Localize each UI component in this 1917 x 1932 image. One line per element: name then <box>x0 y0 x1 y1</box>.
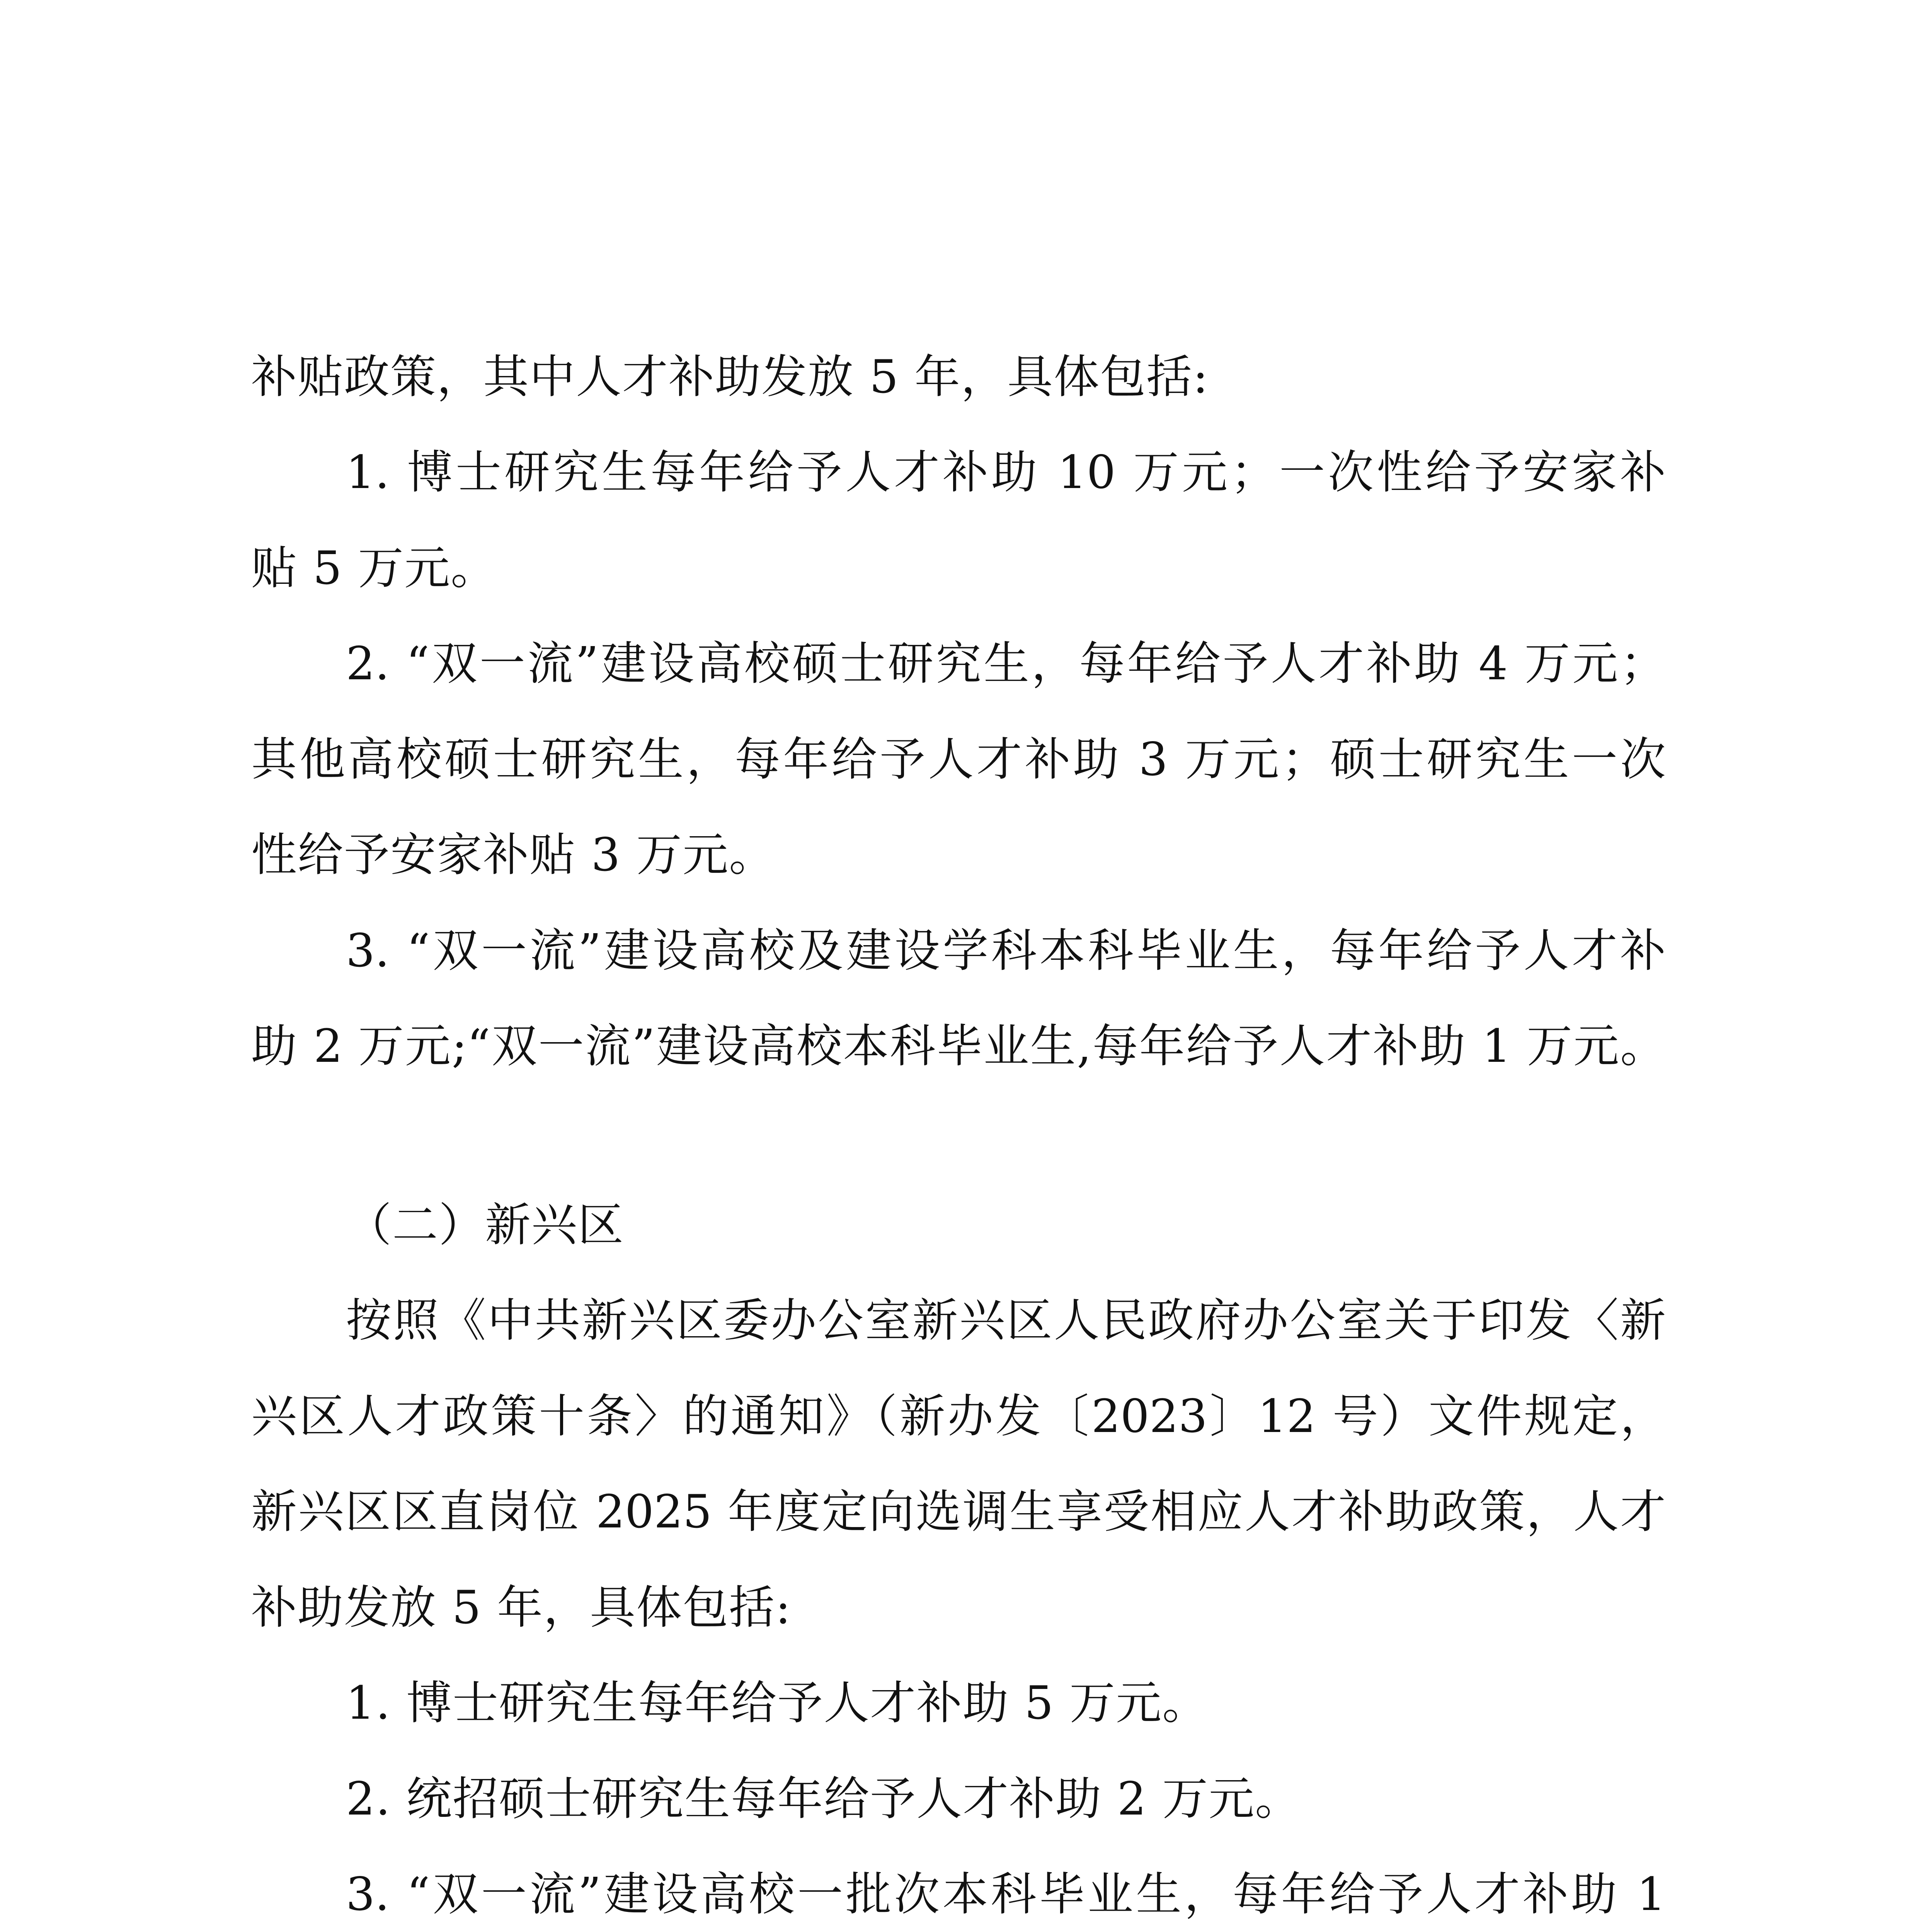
list-item-line: 1. 博士研究生每年给予人才补助 10 万元；一次性给予安家补 <box>346 446 1666 499</box>
section-heading: （二）新兴区 <box>346 1198 625 1252</box>
paragraph-line: 补助发放 5 年，具体包括: <box>251 1581 792 1634</box>
paragraph-line: 兴区人才政策十条〉的通知》（新办发〔2023〕12 号）文件规定， <box>251 1389 1666 1443</box>
paragraph-line: 按照《中共新兴区委办公室新兴区人民政府办公室关于印发〈新 <box>346 1294 1666 1347</box>
list-item-line: 3. “双一流”建设高校一批次本科毕业生，每年给予人才补助 1 <box>346 1867 1666 1921</box>
list-item-line: 贴 5 万元。 <box>251 541 497 595</box>
list-item-line: 其他高校硕士研究生，每年给予人才补助 3 万元；硕士研究生一次 <box>251 733 1666 786</box>
list-item-line: 2. “双一流”建设高校硕士研究生，每年给予人才补助 4 万元； <box>346 637 1666 690</box>
list-item-line: 助 2 万元;“双一流”建设高校本科毕业生,每年给予人才补助 1 万元。 <box>251 1019 1666 1073</box>
paragraph-line: 补贴政策，其中人才补助发放 5 年，具体包括: <box>251 350 1209 403</box>
list-item-line: 2. 统招硕士研究生每年给予人才补助 2 万元。 <box>346 1772 1302 1825</box>
paragraph-line: 新兴区区直岗位 2025 年度定向选调生享受相应人才补助政策，人才 <box>251 1485 1666 1538</box>
list-item-line: 1. 博士研究生每年给予人才补助 5 万元。 <box>346 1676 1209 1730</box>
list-item-line: 性给予安家补贴 3 万元。 <box>251 828 776 881</box>
list-item-line: 3. “双一流”建设高校及建设学科本科毕业生，每年给予人才补 <box>346 924 1666 977</box>
